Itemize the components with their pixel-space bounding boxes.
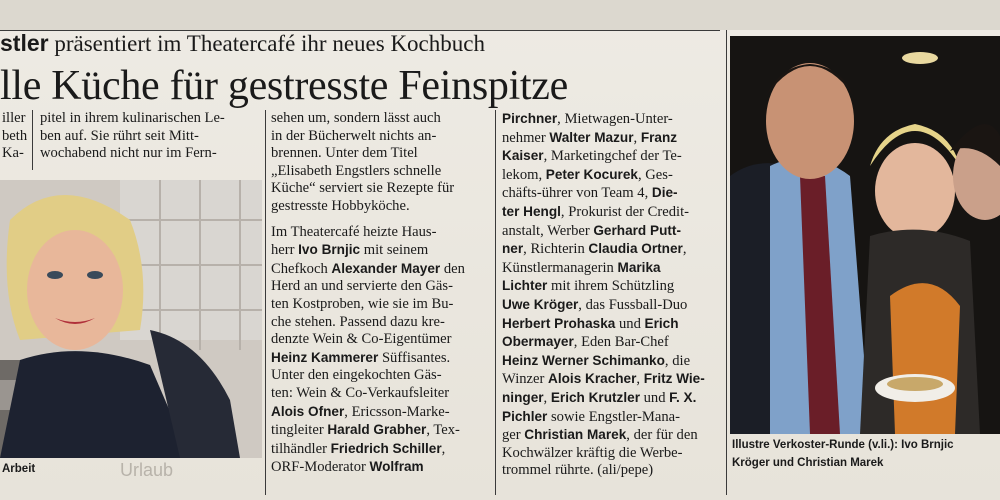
text-line: Herd an und servierte den Gäs-	[271, 278, 453, 295]
person-name: Herbert Prohaska	[502, 315, 616, 331]
text-line: Im Theatercafé heizte Haus-	[271, 223, 437, 240]
person-name: F. X.	[669, 389, 697, 405]
bleed-through-text: Urlaub	[120, 460, 174, 480]
person-name: Heinz Kammerer	[271, 349, 379, 365]
person-name: Kaiser	[502, 148, 544, 164]
text-line: ger Christian Marek, der für den	[502, 427, 698, 444]
person-name: Walter Mazur	[549, 129, 634, 145]
text-line: „Elisabeth Engstlers schnelle	[271, 162, 442, 179]
text-line: herr Ivo Brnjic mit seinem	[271, 242, 429, 259]
text-line: Kaiser, Marketingchef der Te-	[502, 148, 682, 165]
left-photo	[0, 180, 262, 458]
person-name: Heinz Werner Schimanko	[502, 352, 665, 368]
kicker-rest: präsentiert im Theatercafé ihr neues Kochbuch	[48, 31, 485, 56]
right-photo	[730, 36, 1000, 434]
person-name: Franz	[640, 129, 678, 145]
text-line: Alois Ofner, Ericsson-Marke-	[271, 403, 450, 420]
text-line: in der Bücherwelt nichts an-	[271, 127, 437, 144]
right-photo-caption-line-1: Illustre Verkoster-Runde (v.li.): Ivo Brnjic	[732, 439, 954, 451]
text-line: Küche“ serviert sie Rezepte für	[271, 180, 455, 197]
kicker-name: stler	[0, 30, 49, 56]
text-line: ten: Wein & Co-Verkaufsleiter	[271, 384, 450, 401]
text-line: Herbert Prohaska und Erich	[502, 315, 679, 332]
text-column-1	[40, 110, 260, 163]
text-column-0	[2, 110, 30, 163]
text-line: ORF-Moderator Wolfram	[271, 459, 424, 476]
text-line: che stehen. Passend dazu kre-	[271, 313, 445, 330]
person-name: Gerhard Putt-	[593, 222, 681, 238]
person-name: Harald Grabher	[327, 422, 427, 438]
person-name: Pichler	[502, 408, 548, 424]
top-bleed-strip	[0, 0, 1000, 30]
text-line: iller	[2, 110, 26, 126]
text-line: chäfts-ührer von Team 4, Die-	[502, 185, 678, 202]
text-line: brennen. Unter dem Titel	[271, 145, 418, 162]
column-rule	[495, 110, 496, 495]
text-line: ter Hengl, Prokurist der Credit-	[502, 203, 690, 220]
person-name: Peter Kocurek	[545, 166, 638, 182]
person-name: Erich Krutzler	[550, 389, 640, 405]
person-name: Claudia Ortner	[588, 241, 683, 257]
text-line: sehen um, sondern lässt auch	[271, 110, 441, 126]
text-line: Kochwälzer kräftig die Werbe-	[502, 444, 683, 461]
text-line: Chefkoch Alexander Mayer den	[271, 260, 465, 277]
text-line: Pirchner, Mietwagen-Unter-	[502, 111, 673, 127]
person-name: Christian Marek	[524, 427, 627, 443]
text-line: Ka-	[2, 145, 24, 162]
text-line: ten Kostproben, wie sie im Bu-	[271, 295, 454, 312]
column-rule	[726, 30, 727, 495]
column-rule	[32, 110, 33, 170]
text-line: gestresste Hobbyköche.	[271, 197, 410, 214]
person-name: ner	[502, 241, 524, 257]
person-name: Alexander Mayer	[331, 260, 441, 276]
person-name: Pirchner	[502, 111, 558, 126]
person-name: Lichter	[502, 278, 548, 294]
text-line: wochabend nicht nur im Fern-	[40, 145, 217, 162]
text-line: trommel rührte. (ali/pepe)	[502, 462, 654, 479]
text-line: pitel in ihrem kulinarischen Le-	[40, 110, 225, 126]
text-line	[271, 216, 489, 224]
person-name: Friedrich Schiller	[330, 440, 442, 456]
person-name: Erich	[644, 315, 679, 331]
text-line: tingleiter Harald Grabher, Tex-	[271, 422, 460, 439]
person-name: Alois Kracher	[548, 371, 637, 387]
text-line: Unter den eingekochten Gäs-	[271, 367, 442, 384]
text-line: beth	[2, 127, 28, 144]
text-line: anstalt, Werber Gerhard Putt-	[502, 222, 681, 239]
left-photo-image	[0, 180, 262, 458]
person-name: Fritz Wie-	[643, 371, 705, 387]
text-line: Künstlermanagerin Marika	[502, 259, 661, 276]
person-name: Die-	[651, 185, 678, 201]
text-line: Obermayer, Eden Bar-Chef	[502, 334, 669, 351]
article-kicker	[0, 30, 485, 57]
text-line: Heinz Werner Schimanko, die	[502, 352, 691, 369]
text-line: lekom, Peter Kocurek, Ges-	[502, 166, 673, 183]
person-name: ninger	[502, 389, 544, 405]
text-line: Lichter mit ihrem Schützling	[502, 278, 675, 295]
text-line: ner, Richterin Claudia Ortner,	[502, 241, 687, 258]
text-line: ninger, Erich Krutzler und F. X.	[502, 389, 697, 406]
article-headline: lle Küche für gestresste Feinspitze	[0, 63, 568, 109]
person-name: Wolfram	[369, 459, 424, 475]
right-photo-caption-line-2: Kröger und Christian Marek	[732, 457, 884, 469]
person-name: Obermayer	[502, 334, 574, 350]
text-line: Winzer Alois Kracher, Fritz Wie-	[502, 371, 705, 388]
right-photo-image	[730, 36, 1000, 434]
text-line: tilhändler Friedrich Schiller,	[271, 440, 446, 457]
text-column-2	[271, 110, 489, 477]
text-line: denzte Wein & Co-Eigentümer	[271, 331, 452, 348]
text-line: nehmer Walter Mazur, Franz	[502, 129, 678, 146]
text-line: ben auf. Sie rührt seit Mitt-	[40, 127, 199, 144]
column-rule	[265, 110, 266, 495]
person-name: Alois Ofner	[271, 403, 345, 419]
text-line: Heinz Kammerer Süffisantes.	[271, 349, 451, 366]
person-name: Uwe Kröger	[502, 296, 579, 312]
left-photo-caption: Arbeit	[2, 463, 36, 475]
text-line: Pichler sowie Engstler-Mana-	[502, 408, 680, 425]
person-name: ter Hengl	[502, 203, 561, 219]
text-line: Uwe Kröger, das Fussball-Duo	[502, 296, 688, 313]
person-name: Ivo Brnjic	[298, 242, 361, 258]
person-name: Marika	[617, 259, 661, 275]
text-column-3	[502, 110, 720, 480]
